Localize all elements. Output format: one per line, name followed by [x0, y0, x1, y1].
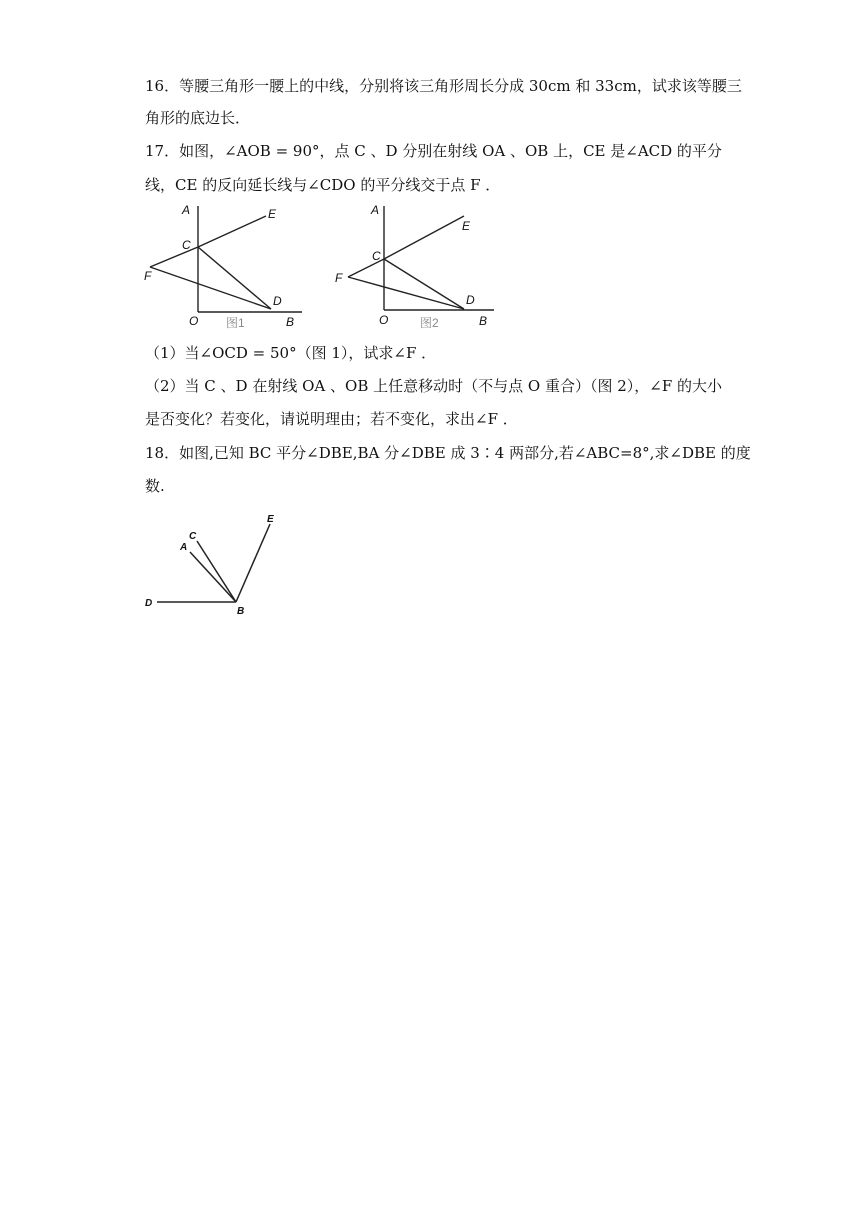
label-d: D	[145, 598, 153, 609]
segment-cf	[150, 247, 198, 267]
ray-ce	[384, 216, 464, 259]
ray-bc	[197, 541, 236, 602]
figure-1-caption: 图1	[226, 316, 245, 330]
q17-part-2-line-2: 是否变化？若变化，请说明理由；若不变化，求出∠F ．	[145, 410, 518, 428]
q17-figure-2	[328, 198, 500, 333]
figure-2-caption: 图2	[420, 316, 439, 330]
label-b: B	[237, 606, 245, 617]
label-c: C	[189, 531, 197, 542]
label-a: A	[182, 203, 191, 217]
label-c: C	[182, 238, 191, 252]
label-f: F	[335, 271, 343, 285]
segment-cd	[384, 259, 464, 309]
q17-line-1: 17．如图，∠AOB = 90°，点 C 、D 分别在射线 OA 、OB 上，CE 是∠ACD 的平分	[145, 142, 722, 160]
ray-ba	[190, 552, 236, 602]
label-a: A	[180, 542, 188, 553]
ray-be	[236, 524, 270, 602]
segment-cd	[198, 247, 271, 309]
label-b: B	[479, 314, 488, 328]
q18-line-1: 18．如图,已知 BC 平分∠DBE,BA 分∠DBE 成 3∶4 两部分,若∠ABC=8°,求∠DBE 的度	[145, 444, 751, 462]
label-e: E	[462, 219, 471, 233]
q17-line-2: 线，CE 的反向延长线与∠CDO 的平分线交于点 F ．	[145, 176, 501, 194]
label-e: E	[267, 514, 274, 525]
label-a: A	[371, 203, 380, 217]
q18-line-2: 数.	[145, 477, 165, 495]
label-o: O	[379, 313, 389, 327]
label-f: F	[144, 269, 152, 283]
label-d: D	[466, 293, 475, 307]
q17-figure-1	[140, 198, 308, 333]
q17-part-1: （1）当∠OCD = 50°（图 1），试求∠F ．	[145, 344, 437, 362]
label-d: D	[273, 294, 282, 308]
label-e: E	[268, 207, 277, 221]
label-b: B	[286, 315, 295, 329]
q16-line-2: 角形的底边长．	[145, 109, 251, 127]
q16-line-1: 16．等腰三角形一腰上的中线，分别将该三角形周长分成 30cm 和 33cm，试求该等腰三	[145, 77, 742, 95]
q18-figure	[140, 508, 285, 618]
segment-fd	[150, 267, 271, 309]
label-c: C	[372, 249, 381, 263]
ray-ce	[198, 216, 266, 247]
label-o: O	[189, 314, 199, 328]
q17-part-2-line-1: （2）当 C 、D 在射线 OA 、OB 上任意移动时（不与点 O 重合）（图 2），∠F 的大小	[145, 377, 722, 395]
segment-fd	[348, 277, 464, 309]
